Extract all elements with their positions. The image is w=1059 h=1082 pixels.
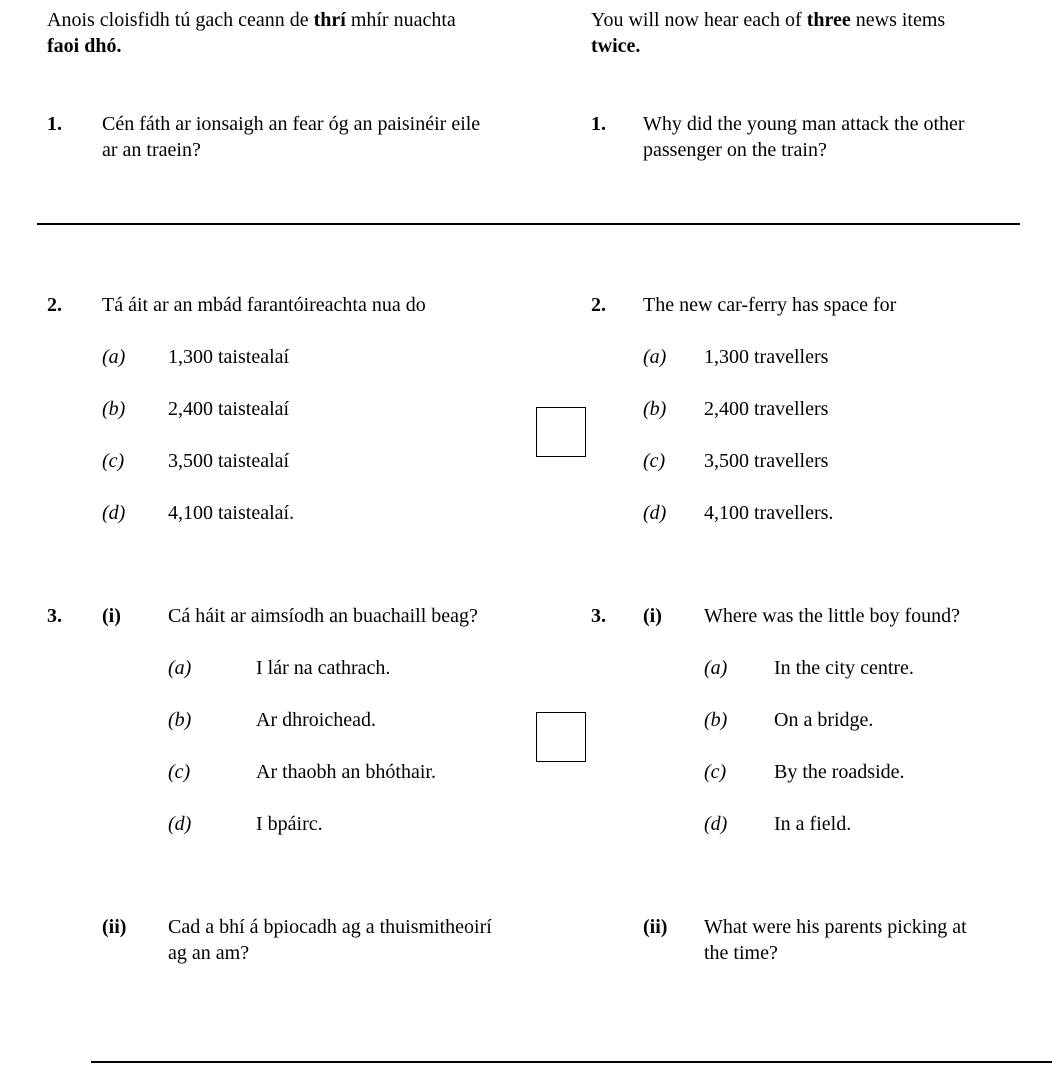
q3-option-b-english: On a bridge.	[774, 709, 874, 731]
q2-option-a-english: 1,300 travellers	[704, 346, 829, 368]
q3-part-ii-label-irish: (ii)	[102, 916, 127, 938]
q3-part-ii-english-line1: What were his parents picking at	[704, 916, 967, 938]
q3-option-d-irish: I bpáirc.	[256, 813, 323, 835]
q3-option-b-letter-english: (b)	[704, 709, 728, 731]
q2-option-d-english: 4,100 travellers.	[704, 502, 834, 524]
q2-option-c-letter-english: (c)	[643, 450, 666, 472]
intro-english-line2: twice.	[591, 35, 641, 57]
q1-answer-line[interactable]	[37, 223, 1020, 225]
q2-option-a-irish: 1,300 taistealaí	[168, 346, 290, 368]
q2-option-c-english: 3,500 travellers	[704, 450, 829, 472]
intro-irish-bold: thrí	[313, 9, 346, 31]
q3-part-i-english-stem: Where was the little boy found?	[704, 605, 961, 627]
intro-irish-line2: faoi dhó.	[47, 35, 122, 57]
q1-english-line2: passenger on the train?	[643, 139, 827, 161]
q3-option-d-letter-english: (d)	[704, 813, 728, 835]
q2-answer-box[interactable]	[536, 407, 586, 457]
q3-number-irish: 3.	[47, 605, 62, 627]
q3-option-c-letter-english: (c)	[704, 761, 727, 783]
q3-part-ii-irish-line1: Cad a bhí á bpiocadh ag a thuismitheoirí	[168, 916, 492, 938]
intro-english-text: You will now hear each of	[591, 9, 807, 31]
q3-option-b-irish: Ar dhroichead.	[256, 709, 376, 731]
q3-option-b-letter-irish: (b)	[168, 709, 192, 731]
q3-part-ii-label-english: (ii)	[643, 916, 668, 938]
q2-option-b-letter-english: (b)	[643, 398, 667, 420]
q3-option-c-letter-irish: (c)	[168, 761, 191, 783]
q3-option-a-irish: I lár na cathrach.	[256, 657, 391, 679]
q3-option-d-letter-irish: (d)	[168, 813, 192, 835]
q2-option-a-letter-irish: (a)	[102, 346, 126, 368]
q1-irish-line1: Cén fáth ar ionsaigh an fear óg an paisinéir eile	[102, 113, 481, 135]
q3-option-a-letter-english: (a)	[704, 657, 728, 679]
q3-option-d-english: In a field.	[774, 813, 852, 835]
intro-irish-text: Anois cloisfidh tú gach ceann de	[47, 9, 314, 31]
q3-part-i-irish-stem: Cá háit ar aimsíodh an buachaill beag?	[168, 605, 478, 627]
q2-number-english: 2.	[591, 294, 606, 316]
intro-english	[591, 7, 945, 33]
intro-irish-text-end: mhír nuachta	[345, 9, 456, 31]
q2-option-d-irish: 4,100 taistealaí.	[168, 502, 295, 524]
q2-option-b-letter-irish: (b)	[102, 398, 126, 420]
q3-number-english: 3.	[591, 605, 606, 627]
q3-option-a-english: In the city centre.	[774, 657, 914, 679]
q1-irish-line2: ar an traein?	[102, 139, 201, 161]
q1-number-english: 1.	[591, 113, 606, 135]
q1-english-line1: Why did the young man attack the other	[643, 113, 965, 135]
q3-option-c-english: By the roadside.	[774, 761, 905, 783]
q3-part-i-label-irish: (i)	[102, 605, 121, 627]
intro-irish	[47, 7, 456, 33]
q2-option-b-english: 2,400 travellers	[704, 398, 829, 420]
q2-option-a-letter-english: (a)	[643, 346, 667, 368]
q3-part-i-label-english: (i)	[643, 605, 662, 627]
q3-part-ii-irish-line2: ag an am?	[168, 942, 250, 964]
q2-option-d-letter-irish: (d)	[102, 502, 126, 524]
intro-english-bold: three	[806, 9, 851, 31]
intro-english-text-end: news items	[850, 9, 946, 31]
q2-english-stem: The new car-ferry has space for	[643, 294, 897, 316]
q2-option-d-letter-english: (d)	[643, 502, 667, 524]
q2-option-c-irish: 3,500 taistealaí	[168, 450, 290, 472]
q2-number-irish: 2.	[47, 294, 62, 316]
q3-part-ii-answer-line[interactable]	[91, 1061, 1052, 1063]
q3-part-ii-english-line2: the time?	[704, 942, 778, 964]
q1-number-irish: 1.	[47, 113, 62, 135]
q3-answer-box[interactable]	[536, 712, 586, 762]
q3-option-c-irish: Ar thaobh an bhóthair.	[256, 761, 436, 783]
q2-option-c-letter-irish: (c)	[102, 450, 125, 472]
q2-irish-stem: Tá áit ar an mbád farantóireachta nua do	[102, 294, 426, 316]
q3-option-a-letter-irish: (a)	[168, 657, 192, 679]
q2-option-b-irish: 2,400 taistealaí	[168, 398, 290, 420]
